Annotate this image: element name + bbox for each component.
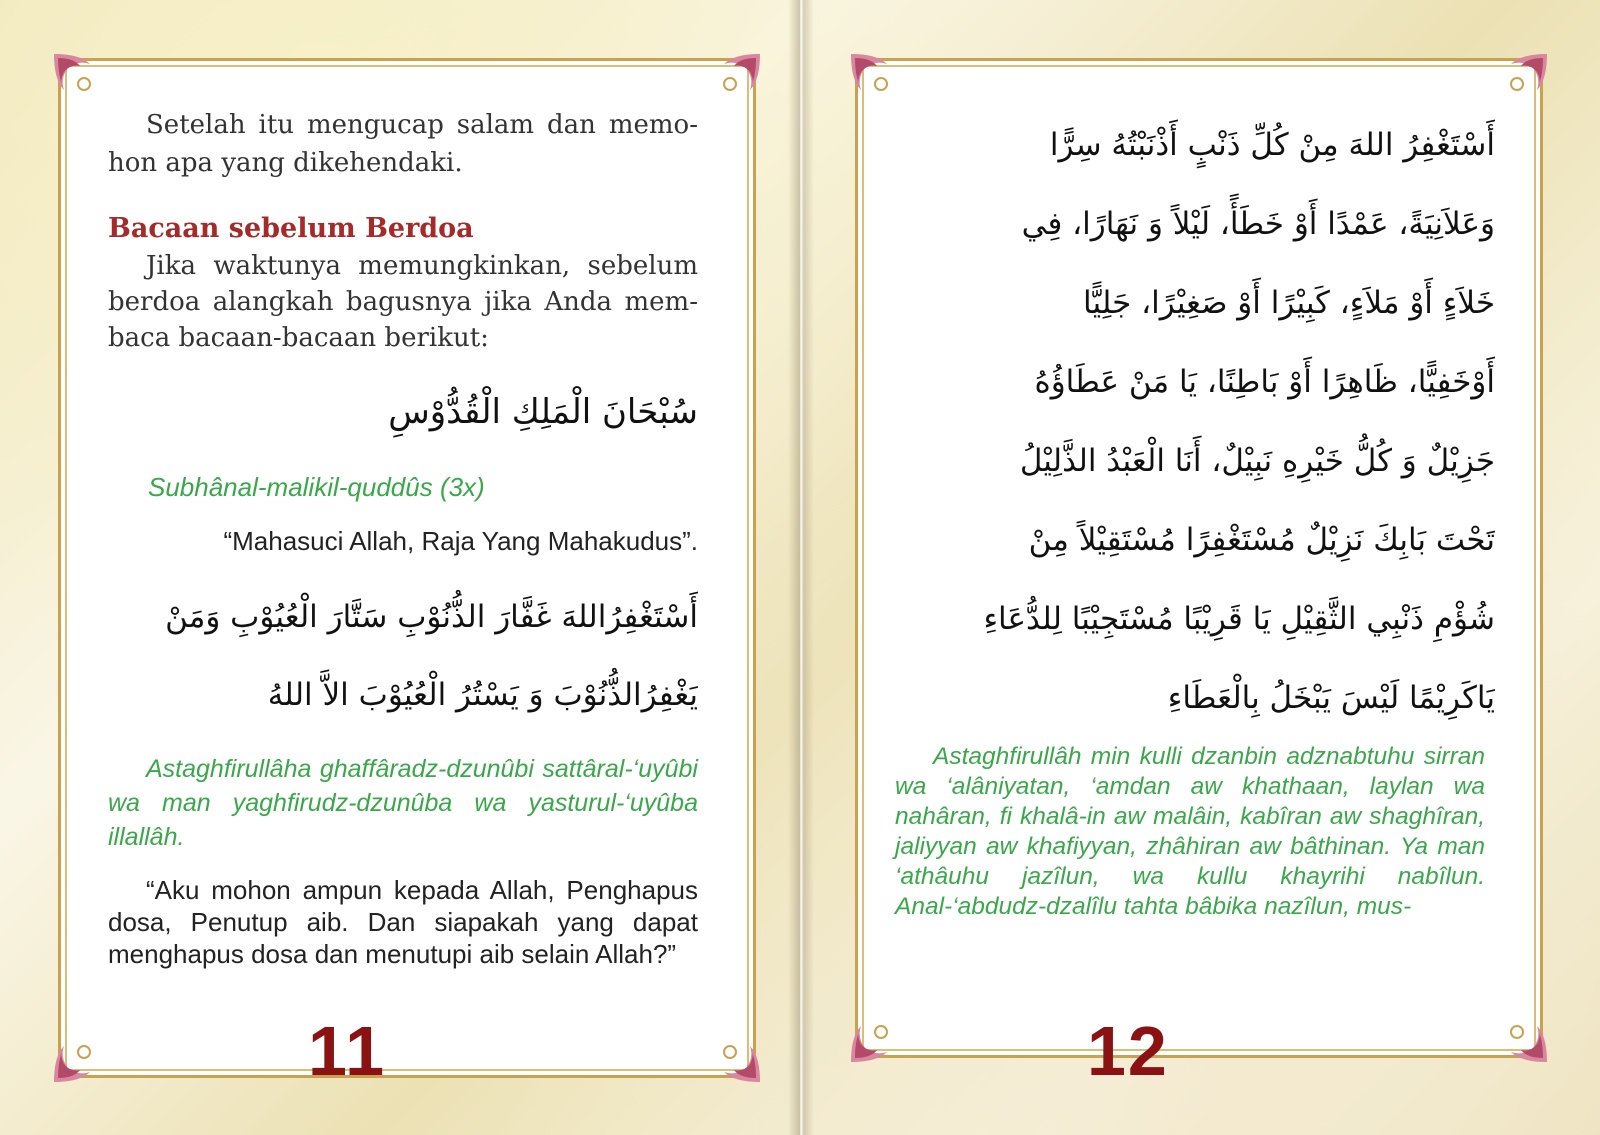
intro-paragraph: Setelah itu mengucap salam dan memohon apa yang dikehendaki. [108, 110, 698, 178]
arabic-line: أَوْخَفِيًّا، ظَاهِرًا أَوْ بَاطِنًا، يَا مَنْ عَطَاؤُهُ [1034, 364, 1495, 400]
left-page [58, 58, 756, 1090]
arabic-text-2-line-1: أَسْتَغْفِرُاللهَ غَفَّارَ الذُّنُوْبِ سَتَّارَ الْعُيُوْبِ وَمَنْ [165, 599, 698, 635]
right-page [855, 58, 1543, 1090]
transliteration: Astaghfirullâh min kulli dzanbin adznabtuhu sirran wa ‘alâniyatan, ‘amdan aw khathaan, laylan wa nahâran, fi khalâ-in aw malâin, kabîran aw shaghîran, jaliyyan aw khafiyyan, zhâhiran aw bâthinan. Ya man ‘athâuhu jazîlun, wa kullu khayrihi nabîlun. Anal-‘abdudz-dzalîlu tahta bâbika nazîlun, mus- [895, 743, 1485, 920]
corner-ornament-icon [1493, 50, 1551, 108]
section-paragraph: Jika waktunya memungkinkan, sebelum berdoa alangkah bagusnya jika Anda membaca bacaan-bacaan berikut: [108, 251, 698, 353]
corner-ornament-icon [847, 50, 905, 108]
book-gutter [788, 0, 814, 1135]
corner-ornament-icon [50, 1028, 108, 1086]
corner-ornament-icon [50, 50, 108, 108]
transliteration-2: Astaghfirullâha ghaffâradz-dzunûbi sattâral-‘uyûbi wa man yaghfirudz-dzunûba wa yasturul-‘uyûba illallâh. [108, 755, 698, 851]
translation-2: “Aku mohon ampun kepada Allah, Penghapus dosa, Penutup aib. Dan siapakah yang dapat menghapus dosa dan menutupi aib selain Allah?” [108, 875, 698, 969]
arabic-text-1: سُبْحَانَ الْمَلِكِ الْقُدُّوْسِ [388, 392, 698, 432]
page-number: 11 [308, 1012, 386, 1090]
arabic-line: أَسْتَغْفِرُ اللهَ مِنْ كُلِّ ذَنْبٍ أَذْنَبْتُهُ سِرًّا [1049, 127, 1495, 163]
arabic-line: جَزِيْلٌ وَ كُلُّ خَيْرِهِ نَبِيْلٌ، أَنَا الْعَبْدُ الذَّلِيْلُ [1019, 443, 1495, 479]
arabic-line: يَاكَرِيْمًا لَيْسَ يَبْخَلُ بِالْعَطَاءِ [1167, 680, 1495, 716]
corner-ornament-icon [1493, 1008, 1551, 1066]
corner-ornament-icon [706, 50, 764, 108]
corner-ornament-icon [847, 1008, 905, 1066]
arabic-line: وَعَلاَنِيَةً، عَمْدًا أَوْ خَطَأً، لَيْلاً وَ نَهَارًا، فِي [1021, 206, 1495, 242]
page-number: 12 [1087, 1012, 1169, 1090]
section-title: Bacaan sebelum Berdoa [108, 213, 474, 244]
translation-1: “Mahasuci Allah, Raja Yang Mahakudus”. [223, 526, 698, 556]
arabic-prayer [895, 106, 1495, 738]
transliteration-1: Subhânal-malikil-quddûs (3x) [148, 472, 485, 502]
arabic-line: خَلاَءٍ أَوْ مَلاَءٍ، كَبِيْرًا أَوْ صَغِيْرًا، جَلِيًّا [1083, 285, 1495, 321]
arabic-text-2-line-2: يَغْفِرُالذُّنُوْبَ وَ يَسْتُرُ الْعُيُوْبَ الاَّ اللهُ [267, 677, 698, 713]
arabic-line: شُؤْمِ ذَنْبِي الثَّقِيْلِ يَا قَرِيْبًا مُسْتَجِيْبًا لِلدُّعَاءِ [983, 601, 1495, 637]
arabic-line: تَحْتَ بَابِكَ نَزِيْلٌ مُسْتَغْفِرًا مُسْتَقِيْلاً مِنْ [1028, 522, 1495, 558]
corner-ornament-icon [706, 1028, 764, 1086]
